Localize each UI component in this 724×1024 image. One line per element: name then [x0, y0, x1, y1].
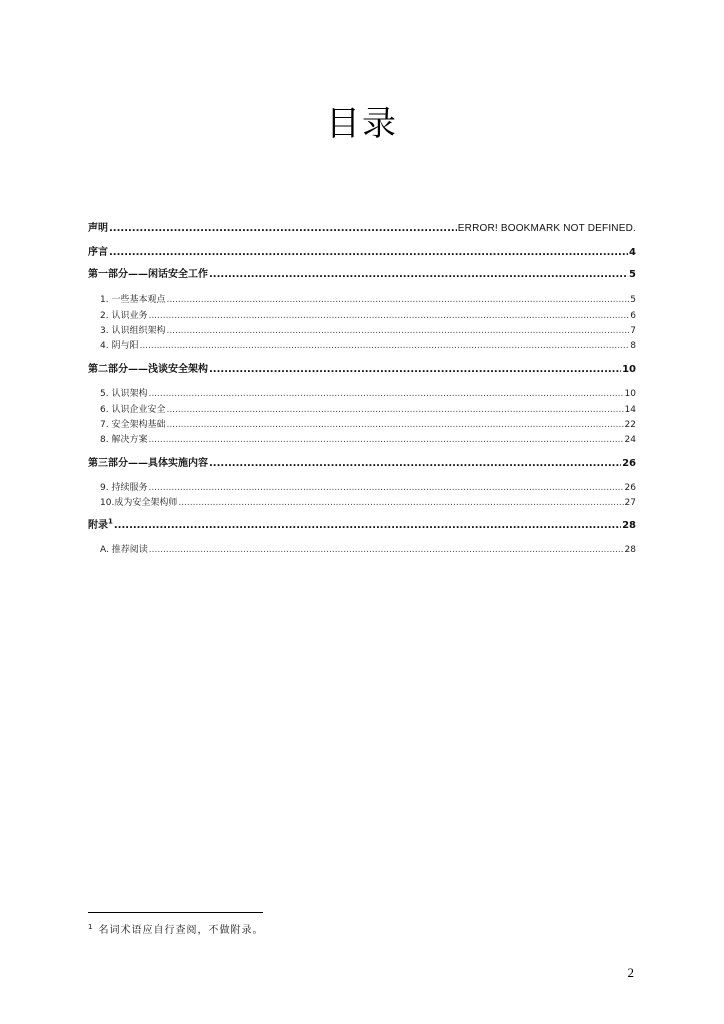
toc-leader-dots	[148, 387, 623, 401]
toc-entry-label: 7. 安全架构基础	[100, 420, 166, 430]
toc-leader-dots	[209, 268, 628, 282]
toc-entry-label: 1. 一些基本观点	[100, 295, 166, 305]
toc-leader-dots	[109, 222, 457, 236]
toc-leader-dots	[178, 496, 623, 510]
toc-entry-chapter-8[interactable]	[88, 433, 636, 447]
toc-leader-dots	[149, 543, 624, 557]
toc-entry-label-text: 附录	[88, 520, 108, 531]
toc-leader-dots	[148, 481, 623, 495]
toc-entry-label	[88, 519, 113, 533]
toc-entry-label: 声明	[88, 223, 108, 234]
toc-entry-page: 4	[629, 247, 636, 258]
toc-entry-page: 26	[622, 458, 636, 469]
toc-entry-preface[interactable]	[88, 246, 636, 260]
toc-leader-dots	[166, 403, 623, 417]
toc-entry-page: 8	[630, 341, 636, 351]
toc-entry-label: 3. 认识组织架构	[100, 326, 166, 336]
toc-leader-dots	[209, 457, 621, 471]
page-title: 目录	[326, 104, 398, 144]
toc-entry-chapter-7[interactable]	[88, 418, 636, 432]
toc-leader-dots	[209, 363, 621, 377]
toc-leader-dots	[166, 293, 629, 307]
toc-entry-page: 22	[624, 420, 636, 430]
toc-leader-dots	[148, 309, 629, 323]
toc-entry-page: ERROR! BOOKMARK NOT DEFINED.	[457, 223, 636, 234]
toc-entry-chapter-5[interactable]	[88, 387, 636, 401]
page-number: 2	[627, 965, 634, 980]
toc-entry-part-1[interactable]	[88, 268, 636, 282]
toc-entry-label: 6. 认识企业安全	[100, 405, 166, 415]
toc-leader-dots	[139, 339, 629, 353]
toc-entry-page: 6	[630, 311, 636, 321]
toc-leader-dots	[166, 324, 629, 338]
footnote-marker: 1	[88, 922, 94, 931]
toc-entry-page: 26	[624, 483, 636, 493]
toc-entry-label: A. 推荐阅读	[100, 545, 148, 555]
toc-entry-label: 2. 认识业务	[100, 311, 148, 321]
footnote-reference[interactable]: 1	[108, 517, 113, 526]
toc-entry-page: 14	[624, 405, 636, 415]
toc-entry-chapter-6[interactable]	[88, 403, 636, 417]
toc-entry-label: 4. 阴与阳	[100, 341, 139, 351]
toc-leader-dots	[114, 519, 621, 533]
toc-entry-label: 第一部分——闲话安全工作	[88, 269, 208, 280]
toc-leader-dots	[148, 433, 623, 447]
toc-entry-part-3[interactable]	[88, 457, 636, 471]
toc-entry-appendix-a[interactable]	[88, 543, 636, 557]
footnote-separator	[88, 912, 263, 913]
toc-entry-page: 5	[630, 295, 636, 305]
toc-entry-label: 9. 持续服务	[100, 483, 148, 493]
toc-entry-label: 第三部分——具体实施内容	[88, 458, 208, 469]
toc-entry-chapter-3[interactable]	[88, 324, 636, 338]
toc-entry-label: 第二部分——浅谈安全架构	[88, 364, 208, 375]
toc-entry-chapter-9[interactable]	[88, 481, 636, 495]
toc-entry-declaration[interactable]	[88, 222, 636, 236]
toc-entry-chapter-2[interactable]	[88, 309, 636, 323]
toc-entry-chapter-4[interactable]	[88, 339, 636, 353]
toc-entry-page: 5	[629, 269, 636, 280]
toc-leader-dots	[166, 418, 623, 432]
toc-entry-page: 24	[624, 435, 636, 445]
toc-entry-chapter-10[interactable]	[88, 496, 636, 510]
footnote-text: 名词术语应自行查阅，不做附录。	[98, 925, 264, 936]
toc-entry-appendix[interactable]	[88, 519, 636, 533]
toc-entry-page: 28	[624, 545, 636, 555]
toc-entry-page: 28	[622, 520, 636, 531]
toc-entry-label: 5. 认识架构	[100, 389, 148, 399]
toc-entry-label: 10.成为安全架构师	[100, 498, 178, 508]
toc-entry-label: 序言	[88, 247, 108, 258]
footnote	[88, 921, 263, 936]
toc-leader-dots	[109, 246, 628, 260]
toc-entry-chapter-1[interactable]	[88, 293, 636, 307]
toc-entry-label: 8. 解决方案	[100, 435, 148, 445]
toc-entry-page: 10	[624, 389, 636, 399]
toc-entry-part-2[interactable]	[88, 363, 636, 377]
toc-entry-page: 27	[624, 498, 636, 508]
toc-entry-page: 7	[630, 326, 636, 336]
toc-entry-page: 10	[622, 364, 636, 375]
